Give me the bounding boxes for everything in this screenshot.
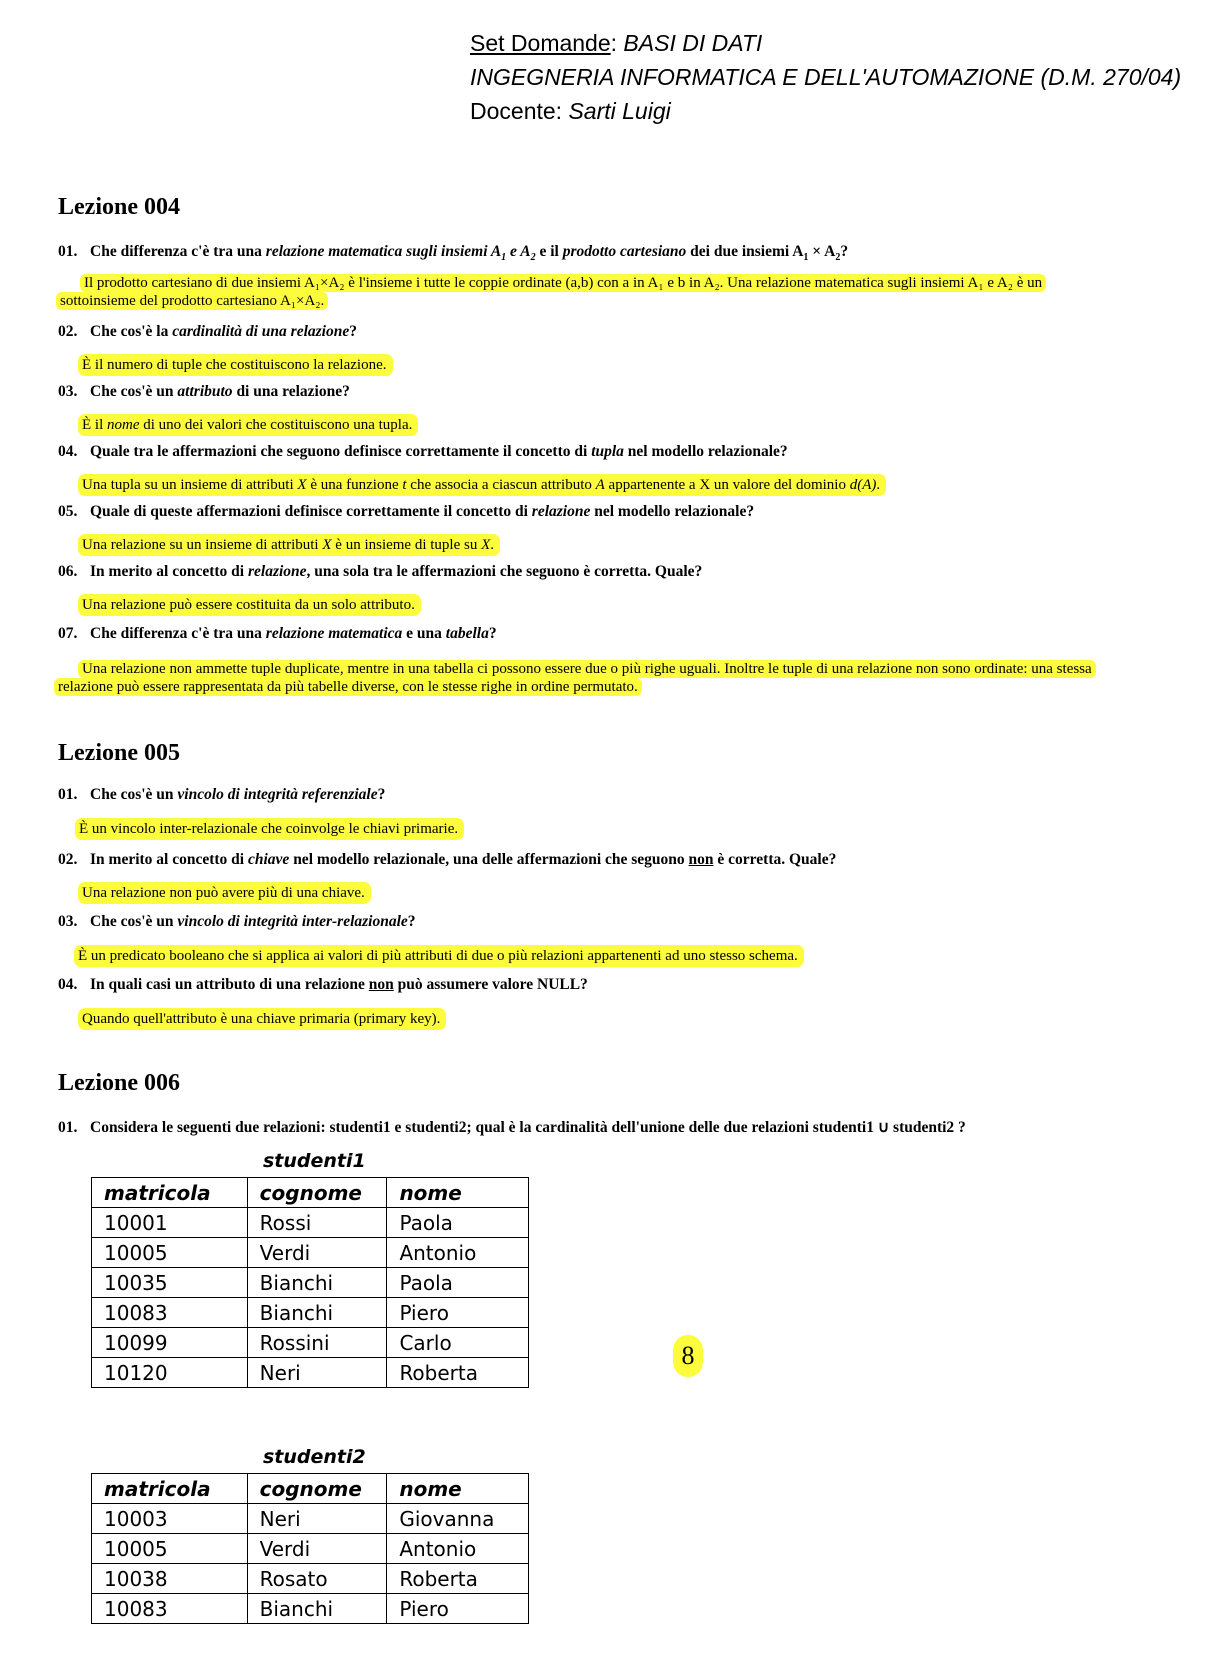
- cell-matricola: 10005: [92, 1238, 248, 1268]
- column-header: nome: [387, 1178, 529, 1208]
- document-header: [470, 26, 1181, 128]
- cell-nome: Antonio: [387, 1534, 529, 1564]
- column-header: matricola: [92, 1474, 248, 1504]
- lesson-006-title: Lezione 006: [58, 1070, 180, 1096]
- question-006-01: 01. Considera le seguenti due relazioni: studenti1 e studenti2; qual è la cardinalità dell'unione delle due relazioni studenti1 ∪ studenti2 ?: [58, 1119, 966, 1136]
- table-studenti2-title: studenti2: [263, 1446, 366, 1468]
- table-row: [92, 1298, 529, 1328]
- answer-004-05: Una relazione su un insieme di attributi X è un insieme di tuple su X.: [78, 534, 500, 556]
- cell-cognome: Rossini: [247, 1328, 387, 1358]
- cell-nome: Piero: [387, 1594, 529, 1624]
- answer-005-01: È un vincolo inter-relazionale che coinvolge le chiavi primarie.: [75, 818, 464, 840]
- answer-005-04: Quando quell'attributo è una chiave primaria (primary key).: [78, 1008, 446, 1030]
- cell-cognome: Bianchi: [247, 1594, 387, 1624]
- cell-nome: Roberta: [387, 1564, 529, 1594]
- answer-004-03: È il nome di uno dei valori che costituiscono una tupla.: [78, 414, 418, 436]
- header-subject-line: Set Domande: BASI DI DATI: [470, 30, 763, 56]
- answer-004-04: Una tupla su un insieme di attributi X è una funzione t che associa a ciascun attributo A appartenente a X un valore del dominio d(A).: [78, 474, 886, 496]
- question-004-07: 07. Che differenza c'è tra una relazione matematica e una tabella?: [58, 625, 497, 642]
- column-header: cognome: [247, 1474, 387, 1504]
- question-005-03: 03. Che cos'è un vincolo di integrità inter-relazionale?: [58, 913, 416, 930]
- table-studenti2: [91, 1473, 529, 1624]
- cell-nome: Carlo: [387, 1328, 529, 1358]
- column-header: nome: [387, 1474, 529, 1504]
- lesson-005-title: Lezione 005: [58, 740, 180, 766]
- question-005-04: 04. In quali casi un attributo di una relazione non può assumere valore NULL?: [58, 976, 588, 993]
- cell-cognome: Verdi: [247, 1238, 387, 1268]
- cell-matricola: 10001: [92, 1208, 248, 1238]
- question-004-03: 03. Che cos'è un attributo di una relazione?: [58, 383, 350, 400]
- cell-matricola: 10083: [92, 1594, 248, 1624]
- answer-005-03: È un predicato booleano che si applica ai valori di più attributi di due o più relazioni appartenenti ad uno stesso schema.: [74, 945, 804, 967]
- answer-004-01: Il prodotto cartesiano di due insiemi A₁×A₂ è l'insieme i tutte le coppie ordinate (a,b) con a in A₁ e b in A₂. Una relazione matematica sugli insiemi A₁ e A₂ è un sottoinsieme del prodotto cartesiano A₁×A₂.: [56, 274, 1046, 310]
- course-name: INGEGNERIA INFORMATICA E DELL'AUTOMAZIONE (D.M. 270/04): [470, 64, 1182, 90]
- cell-nome: Paola: [387, 1268, 529, 1298]
- answer-005-02: Una relazione non può avere più di una chiave.: [78, 882, 371, 904]
- cell-cognome: Verdi: [247, 1534, 387, 1564]
- set-label: Set Domande: [470, 30, 611, 56]
- cell-matricola: 10099: [92, 1328, 248, 1358]
- table-row: [92, 1328, 529, 1358]
- teacher-line: Docente: Sarti Luigi: [470, 98, 671, 124]
- table-row: [92, 1268, 529, 1298]
- answer-004-07: Una relazione non ammette tuple duplicate, mentre in una tabella ci possono essere due o più righe uguali. Inoltre le tuple di una relazione non sono ordinate: una stessa relazione può essere rappresentata da più tabelle diverse, con le stesse righe in ordine permutato.: [54, 660, 1096, 696]
- column-header: matricola: [92, 1178, 248, 1208]
- cell-nome: Giovanna: [387, 1504, 529, 1534]
- question-004-06: 06. In merito al concetto di relazione, una sola tra le affermazioni che seguono è corretta. Quale?: [58, 563, 703, 580]
- cell-matricola: 10120: [92, 1358, 248, 1388]
- question-005-01: 01. Che cos'è un vincolo di integrità referenziale?: [58, 786, 386, 803]
- cell-cognome: Bianchi: [247, 1268, 387, 1298]
- table-row: [92, 1534, 529, 1564]
- table-row: [92, 1238, 529, 1268]
- cell-matricola: 10083: [92, 1298, 248, 1328]
- table-row: [92, 1358, 529, 1388]
- cell-matricola: 10035: [92, 1268, 248, 1298]
- table-studenti1-title: studenti1: [263, 1150, 366, 1172]
- column-header: cognome: [247, 1178, 387, 1208]
- cell-cognome: Neri: [247, 1358, 387, 1388]
- answer-006-01: 8: [673, 1335, 703, 1377]
- table-studenti1: [91, 1177, 529, 1388]
- cell-nome: Antonio: [387, 1238, 529, 1268]
- table-header-row: [92, 1178, 529, 1208]
- cell-matricola: 10003: [92, 1504, 248, 1534]
- cell-cognome: Neri: [247, 1504, 387, 1534]
- lesson-004-title: Lezione 004: [58, 194, 180, 220]
- cell-cognome: Bianchi: [247, 1298, 387, 1328]
- table-row: [92, 1208, 529, 1238]
- question-005-02: 02. In merito al concetto di chiave nel modello relazionale, una delle affermazioni che seguono non è corretta. Quale?: [58, 851, 837, 868]
- question-004-05: 05. Quale di queste affermazioni definisce correttamente il concetto di relazione nel modello relazionale?: [58, 503, 755, 520]
- teacher-name: Sarti Luigi: [568, 98, 671, 124]
- question-004-02: 02. Che cos'è la cardinalità di una relazione?: [58, 323, 357, 340]
- cell-cognome: Rossi: [247, 1208, 387, 1238]
- answer-004-06: Una relazione può essere costituita da un solo attributo.: [78, 594, 421, 616]
- cell-nome: Piero: [387, 1298, 529, 1328]
- answer-004-02: È il numero di tuple che costituiscono la relazione.: [78, 354, 393, 376]
- table-row: [92, 1564, 529, 1594]
- cell-nome: Paola: [387, 1208, 529, 1238]
- cell-matricola: 10038: [92, 1564, 248, 1594]
- table-row: [92, 1504, 529, 1534]
- question-004-04: 04. Quale tra le affermazioni che seguono definisce correttamente il concetto di tupla nel modello relazionale?: [58, 443, 788, 460]
- subject: BASI DI DATI: [623, 30, 763, 56]
- question-004-01: 01. Che differenza c'è tra una relazione matematica sugli insiemi $A_1$ e $A_2$ e il prodotto cartesiano dei due insiemi $A_1 \times A_2$?: [58, 243, 849, 264]
- cell-nome: Roberta: [387, 1358, 529, 1388]
- table-header-row: [92, 1474, 529, 1504]
- cell-cognome: Rosato: [247, 1564, 387, 1594]
- cell-matricola: 10005: [92, 1534, 248, 1564]
- table-row: [92, 1594, 529, 1624]
